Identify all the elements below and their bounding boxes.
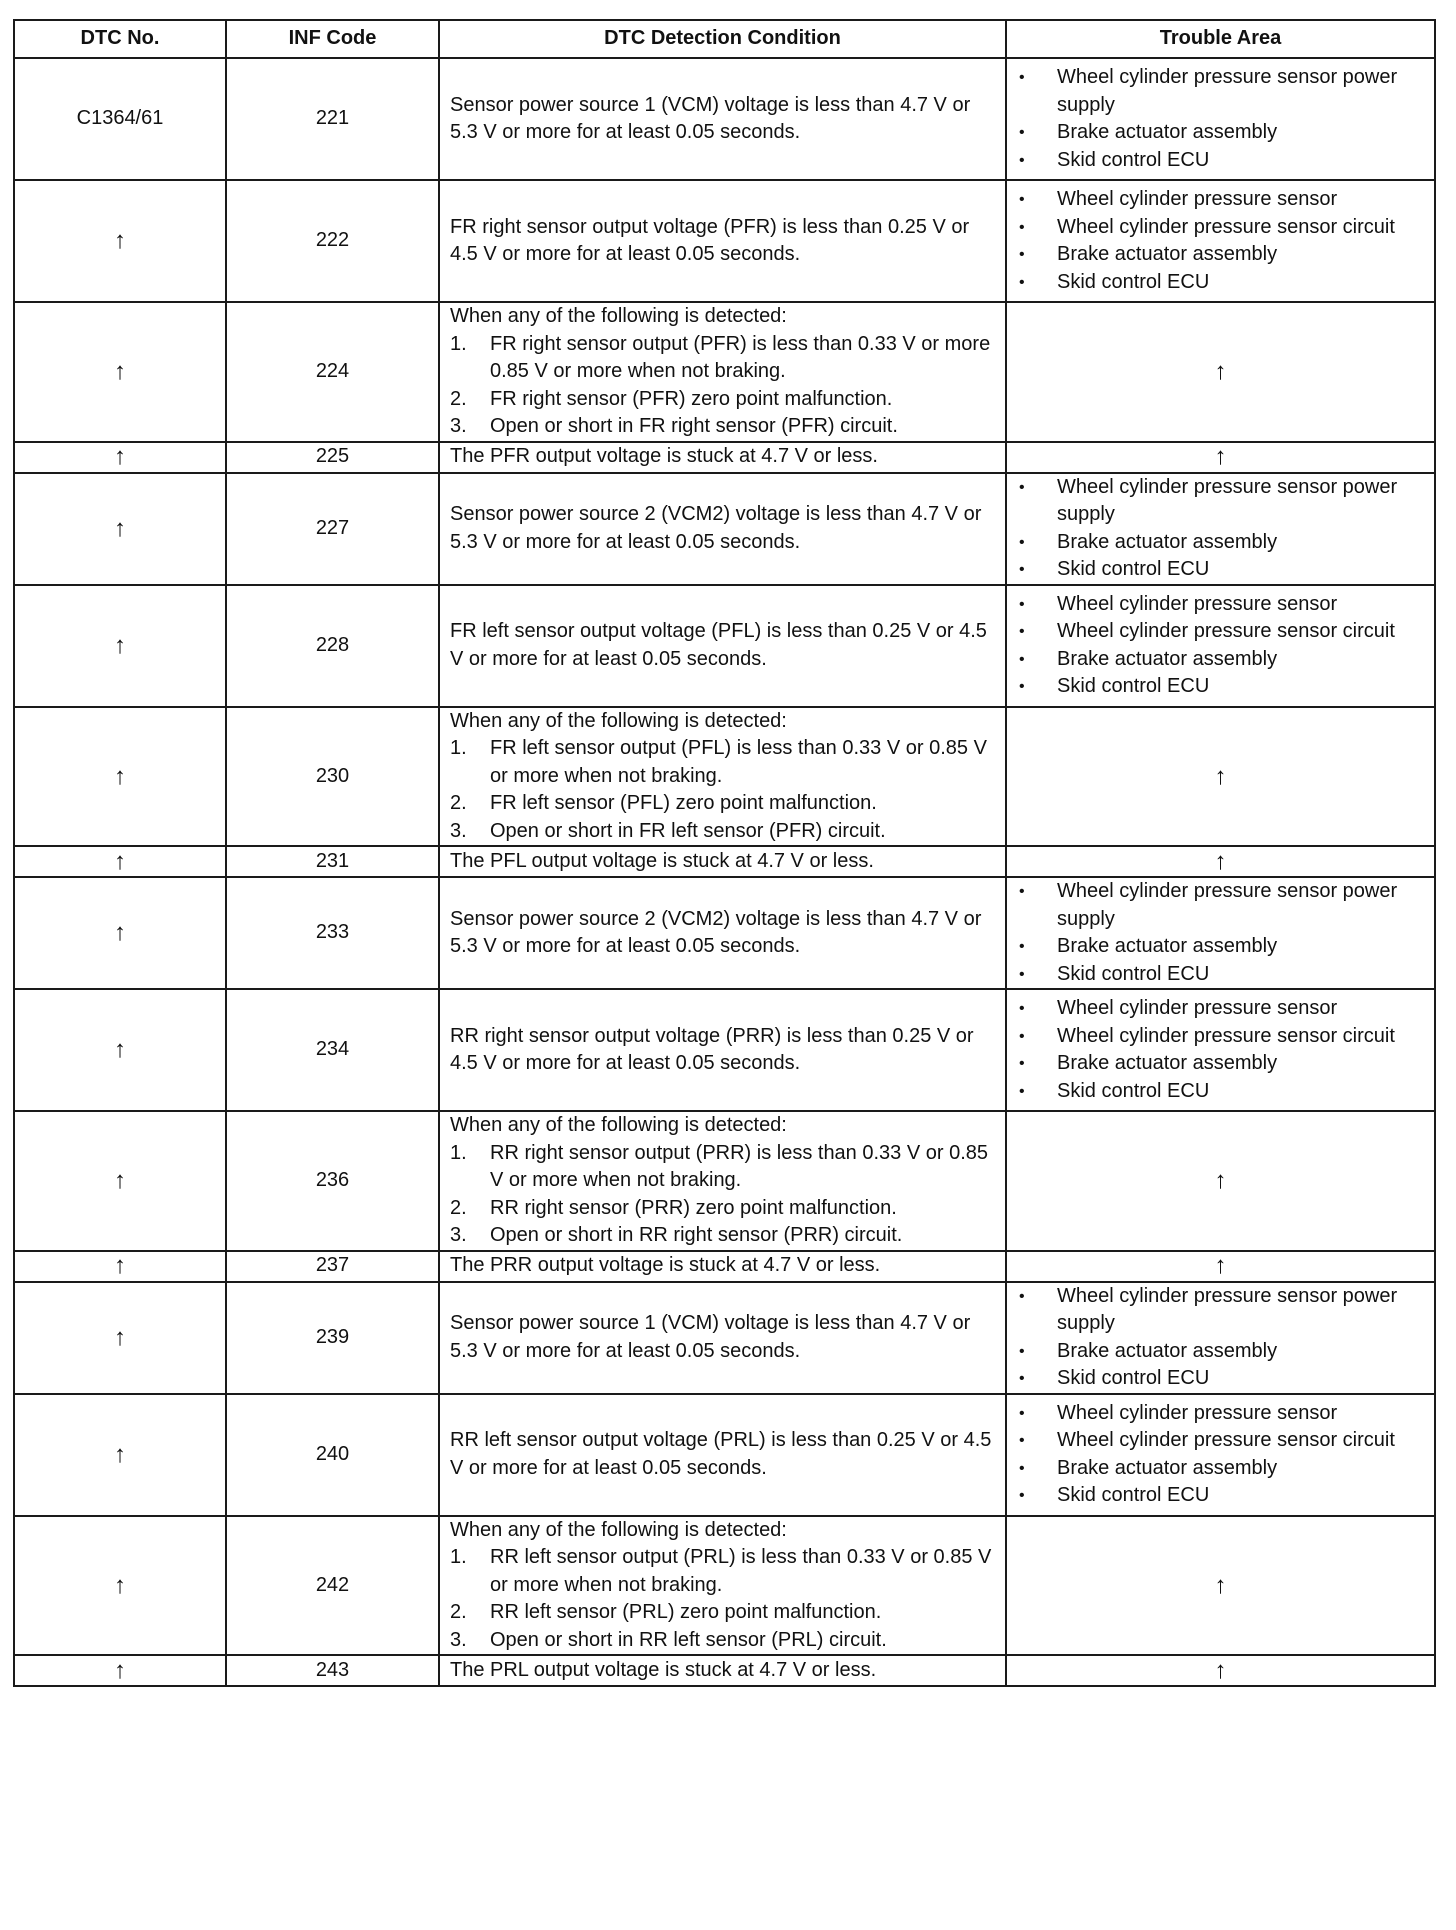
trouble-area-cell xyxy=(1006,1394,1435,1516)
trouble-area-item: • Wheel cylinder pressure sensor circuit xyxy=(1015,1023,1428,1051)
dtc-cell: ↑ xyxy=(14,180,226,302)
inf-code-cell: 234 xyxy=(226,989,439,1111)
condition-list-item xyxy=(450,386,995,414)
trouble-area-item: • Wheel cylinder pressure sensor power supply xyxy=(1015,878,1428,933)
inf-code-cell: 236 xyxy=(226,1111,439,1251)
trouble-area-cell xyxy=(1006,989,1435,1111)
dtc-cell: ↑ xyxy=(14,473,226,585)
condition-text: The PFL output voltage is stuck at 4.7 V or less. xyxy=(450,849,874,872)
list-number: 2. xyxy=(450,792,467,814)
condition-text: Sensor power source 1 (VCM) voltage is less than 4.7 V or 5.3 V or more for at least 0.05 seconds. xyxy=(450,93,971,143)
list-number: 3. xyxy=(450,415,467,437)
trouble-area-item: • Wheel cylinder pressure sensor circuit xyxy=(1015,214,1428,242)
inf-code-cell: 230 xyxy=(226,707,439,847)
trouble-area-item: • Brake actuator assembly xyxy=(1015,241,1428,269)
dtc-cell: ↑ xyxy=(14,1251,226,1282)
inf-code-cell: 224 xyxy=(226,302,439,442)
condition-list xyxy=(450,735,995,845)
condition-list xyxy=(450,1544,995,1654)
condition-cell xyxy=(439,585,1006,707)
table-row xyxy=(14,473,1435,585)
inf-code-cell: 222 xyxy=(226,180,439,302)
trouble-area-cell: ↑ xyxy=(1006,1251,1435,1282)
trouble-area-list xyxy=(1015,1400,1428,1510)
condition-text: The PFR output voltage is stuck at 4.7 V or less. xyxy=(450,445,878,468)
dtc-cell: ↑ xyxy=(14,1111,226,1251)
trouble-area-cell xyxy=(1006,1282,1435,1394)
list-number: 1. xyxy=(450,332,467,355)
trouble-area-cell: ↑ xyxy=(1006,1516,1435,1656)
dtc-cell: ↑ xyxy=(14,1282,226,1394)
table-row xyxy=(14,1516,1435,1656)
trouble-area-cell xyxy=(1006,877,1435,989)
inf-code-cell: 237 xyxy=(226,1251,439,1282)
condition-text: RR right sensor output voltage (PRR) is less than 0.25 V or 4.5 V or more for at least 0.05 seconds. xyxy=(450,1024,974,1074)
condition-list-text: FR right sensor (PFR) zero point malfunction. xyxy=(490,387,893,410)
condition-list-item xyxy=(450,1627,995,1655)
condition-cell xyxy=(439,846,1006,877)
inf-code-cell: 239 xyxy=(226,1282,439,1394)
condition-cell xyxy=(439,1394,1006,1516)
dtc-cell: ↑ xyxy=(14,1394,226,1516)
trouble-area-list xyxy=(1015,591,1428,701)
inf-code-cell: 231 xyxy=(226,846,439,877)
trouble-area-item: • Skid control ECU xyxy=(1015,556,1428,584)
condition-list-item xyxy=(450,790,995,818)
trouble-area-item: • Skid control ECU xyxy=(1015,1078,1428,1106)
trouble-area-cell: ↑ xyxy=(1006,1655,1435,1686)
trouble-area-cell: ↑ xyxy=(1006,846,1435,877)
condition-cell xyxy=(439,302,1006,442)
condition-cell xyxy=(439,58,1006,180)
trouble-area-item: • Skid control ECU xyxy=(1015,1482,1428,1510)
dtc-cell: C1364/61 xyxy=(14,58,226,180)
table-row xyxy=(14,989,1435,1111)
dtc-cell: ↑ xyxy=(14,846,226,877)
condition-cell xyxy=(439,1655,1006,1686)
trouble-area-cell: ↑ xyxy=(1006,1111,1435,1251)
dtc-cell: ↑ xyxy=(14,877,226,989)
table-row xyxy=(14,1111,1435,1251)
condition-list-item xyxy=(450,1599,995,1627)
condition-text: Sensor power source 2 (VCM2) voltage is less than 4.7 V or 5.3 V or more for at least 0.05 seconds. xyxy=(450,907,982,957)
condition-list-text: RR right sensor output (PRR) is less than 0.33 V or 0.85 V or more when not braking. xyxy=(490,1141,989,1191)
condition-cell xyxy=(439,1111,1006,1251)
list-number: 3. xyxy=(450,1224,467,1246)
condition-list-text: FR right sensor output (PFR) is less than 0.33 V or more 0.85 V or more when not braking. xyxy=(490,332,991,382)
table-row xyxy=(14,1282,1435,1394)
trouble-area-item: • Brake actuator assembly xyxy=(1015,646,1428,674)
inf-code-cell: 227 xyxy=(226,473,439,585)
dtc-cell: ↑ xyxy=(14,442,226,473)
trouble-area-cell: ↑ xyxy=(1006,302,1435,442)
inf-code-cell: 240 xyxy=(226,1394,439,1516)
list-number: 1. xyxy=(450,1546,467,1568)
dtc-table xyxy=(13,19,1436,1687)
table-row xyxy=(14,877,1435,989)
trouble-area-item: • Brake actuator assembly xyxy=(1015,119,1428,147)
table-row xyxy=(14,1251,1435,1282)
dtc-cell: ↑ xyxy=(14,1516,226,1656)
trouble-area-item: • Brake actuator assembly xyxy=(1015,529,1428,557)
condition-intro: When any of the following is detected: xyxy=(450,1518,787,1541)
condition-intro: When any of the following is detected: xyxy=(450,305,787,327)
inf-code-cell: 228 xyxy=(226,585,439,707)
condition-list-text: FR left sensor output (PFL) is less than 0.33 V or 0.85 V or more when not braking. xyxy=(490,737,987,787)
trouble-area-item: • Skid control ECU xyxy=(1015,1365,1428,1393)
condition-cell xyxy=(439,1282,1006,1394)
trouble-area-cell: ↑ xyxy=(1006,442,1435,473)
condition-list-text: RR left sensor output (PRL) is less than 0.33 V or 0.85 V or more when not braking. xyxy=(490,1546,992,1596)
table-row xyxy=(14,1655,1435,1686)
trouble-area-item: • Skid control ECU xyxy=(1015,673,1428,701)
trouble-area-list xyxy=(1015,474,1428,584)
list-number: 2. xyxy=(450,1196,467,1219)
condition-list xyxy=(450,1140,995,1250)
dtc-cell: ↑ xyxy=(14,302,226,442)
condition-list-text: RR right sensor (PRR) zero point malfunction. xyxy=(490,1196,897,1219)
trouble-area-cell xyxy=(1006,473,1435,585)
condition-text: The PRL output voltage is stuck at 4.7 V or less. xyxy=(450,1658,877,1681)
condition-text: The PRR output voltage is stuck at 4.7 V or less. xyxy=(450,1254,881,1277)
condition-text: FR right sensor output voltage (PFR) is less than 0.25 V or 4.5 V or more for at least 0.05 seconds. xyxy=(450,215,970,265)
dtc-cell: ↑ xyxy=(14,585,226,707)
table-row xyxy=(14,442,1435,473)
table-row xyxy=(14,846,1435,877)
list-number: 1. xyxy=(450,1141,467,1164)
trouble-area-item: • Skid control ECU xyxy=(1015,269,1428,297)
condition-cell xyxy=(439,473,1006,585)
condition-cell xyxy=(439,707,1006,847)
list-number: 1. xyxy=(450,737,467,759)
condition-list-item xyxy=(450,1544,995,1599)
list-number: 3. xyxy=(450,1628,467,1651)
trouble-area-list xyxy=(1015,186,1428,296)
trouble-area-item: • Wheel cylinder pressure sensor xyxy=(1015,1400,1428,1428)
trouble-area-list xyxy=(1015,64,1428,174)
condition-list-item xyxy=(450,1195,995,1223)
condition-intro: When any of the following is detected: xyxy=(450,1114,787,1136)
table-row xyxy=(14,58,1435,180)
condition-list-item xyxy=(450,413,995,441)
condition-cell xyxy=(439,1251,1006,1282)
condition-list-item xyxy=(450,331,995,386)
dtc-cell: ↑ xyxy=(14,707,226,847)
dtc-cell: ↑ xyxy=(14,1655,226,1686)
condition-cell xyxy=(439,877,1006,989)
trouble-area-item: • Brake actuator assembly xyxy=(1015,1050,1428,1078)
trouble-area-item: • Brake actuator assembly xyxy=(1015,1455,1428,1483)
table-row xyxy=(14,707,1435,847)
trouble-area-list xyxy=(1015,995,1428,1105)
inf-code-cell: 242 xyxy=(226,1516,439,1656)
table-row xyxy=(14,1394,1435,1516)
condition-cell xyxy=(439,442,1006,473)
header-inf-code: INF Code xyxy=(226,20,439,58)
trouble-area-item: • Brake actuator assembly xyxy=(1015,933,1428,961)
trouble-area-item: • Wheel cylinder pressure sensor power supply xyxy=(1015,1283,1428,1338)
header-detection-condition: DTC Detection Condition xyxy=(439,20,1006,58)
header-trouble-area: Trouble Area xyxy=(1006,20,1435,58)
dtc-cell: ↑ xyxy=(14,989,226,1111)
condition-list-item xyxy=(450,818,995,846)
trouble-area-item: • Skid control ECU xyxy=(1015,961,1428,989)
condition-text: FR left sensor output voltage (PFL) is less than 0.25 V or 4.5 V or more for at least 0.05 seconds. xyxy=(450,620,987,670)
condition-list xyxy=(450,331,995,441)
list-number: 2. xyxy=(450,1601,467,1623)
trouble-area-cell xyxy=(1006,58,1435,180)
condition-list-text: Open or short in FR right sensor (PFR) circuit. xyxy=(490,415,898,437)
inf-code-cell: 233 xyxy=(226,877,439,989)
condition-list-text: FR left sensor (PFL) zero point malfunction. xyxy=(490,792,877,814)
condition-list-text: Open or short in FR left sensor (PFR) circuit. xyxy=(490,819,886,842)
condition-intro: When any of the following is detected: xyxy=(450,709,787,732)
condition-text: RR left sensor output voltage (PRL) is less than 0.25 V or 4.5 V or more for at least 0.05 seconds. xyxy=(450,1429,992,1479)
trouble-area-cell xyxy=(1006,585,1435,707)
trouble-area-list xyxy=(1015,878,1428,988)
list-number: 3. xyxy=(450,819,467,842)
trouble-area-list xyxy=(1015,1283,1428,1393)
inf-code-cell: 225 xyxy=(226,442,439,473)
trouble-area-item: • Wheel cylinder pressure sensor xyxy=(1015,591,1428,619)
condition-text: Sensor power source 2 (VCM2) voltage is less than 4.7 V or 5.3 V or more for at least 0.05 seconds. xyxy=(450,503,982,553)
condition-list-text: RR left sensor (PRL) zero point malfunction. xyxy=(490,1601,882,1623)
trouble-area-cell: ↑ xyxy=(1006,707,1435,847)
inf-code-cell: 243 xyxy=(226,1655,439,1686)
condition-cell xyxy=(439,989,1006,1111)
inf-code-cell: 221 xyxy=(226,58,439,180)
condition-list-item xyxy=(450,1140,995,1195)
condition-list-item xyxy=(450,1222,995,1250)
condition-cell xyxy=(439,180,1006,302)
trouble-area-item: • Brake actuator assembly xyxy=(1015,1338,1428,1366)
trouble-area-cell xyxy=(1006,180,1435,302)
condition-list-text: Open or short in RR left sensor (PRL) circuit. xyxy=(490,1628,887,1651)
header-row xyxy=(14,20,1435,58)
condition-list-item xyxy=(450,735,995,790)
condition-text: Sensor power source 1 (VCM) voltage is less than 4.7 V or 5.3 V or more for at least 0.05 seconds. xyxy=(450,1312,971,1362)
table-row xyxy=(14,585,1435,707)
condition-list-text: Open or short in RR right sensor (PRR) circuit. xyxy=(490,1224,903,1246)
trouble-area-item: • Wheel cylinder pressure sensor xyxy=(1015,995,1428,1023)
table-row xyxy=(14,302,1435,442)
table-row xyxy=(14,180,1435,302)
condition-cell xyxy=(439,1516,1006,1656)
trouble-area-item: • Wheel cylinder pressure sensor power supply xyxy=(1015,64,1428,119)
trouble-area-item: • Wheel cylinder pressure sensor circuit xyxy=(1015,618,1428,646)
header-dtc-no: DTC No. xyxy=(14,20,226,58)
list-number: 2. xyxy=(450,387,467,410)
trouble-area-item: • Skid control ECU xyxy=(1015,147,1428,175)
trouble-area-item: • Wheel cylinder pressure sensor xyxy=(1015,186,1428,214)
trouble-area-item: • Wheel cylinder pressure sensor power supply xyxy=(1015,474,1428,529)
trouble-area-item: • Wheel cylinder pressure sensor circuit xyxy=(1015,1427,1428,1455)
